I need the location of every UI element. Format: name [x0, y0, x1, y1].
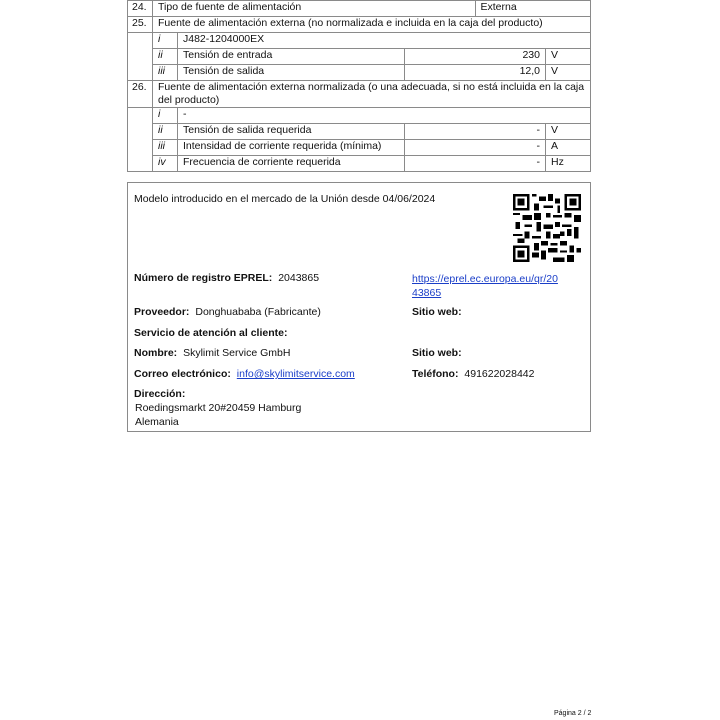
phone-label: Teléfono:: [412, 368, 459, 380]
supplier-website-label: Sitio web:: [412, 306, 462, 318]
market-info-box: [127, 182, 591, 432]
table-row: [128, 17, 591, 33]
roman-index: i: [153, 33, 178, 49]
row-label: Frecuencia de corriente requerida: [178, 156, 405, 172]
row-label: Intensidad de corriente requerida (mínima): [178, 140, 405, 156]
market-date-text: Modelo introducido en el mercado de la Unión desde 04/06/2024: [134, 193, 436, 205]
row-value: 12,0: [405, 65, 546, 81]
email-label: Correo electrónico:: [134, 368, 231, 380]
row-label: Tipo de fuente de alimentación: [153, 1, 476, 17]
eprel-link[interactable]: [412, 272, 558, 300]
row-unit: V: [546, 65, 591, 81]
roman-index: ii: [153, 124, 178, 140]
table-row: [128, 1, 591, 17]
row-value: 230: [405, 49, 546, 65]
address-line-2: Alemania: [135, 416, 179, 428]
eprel-label: Número de registro EPREL:: [134, 272, 273, 284]
roman-index: ii: [153, 49, 178, 65]
address-line-1: Roedingsmarkt 20#20459 Hamburg: [135, 402, 302, 414]
row-label: Fuente de alimentación externa (no normalizada e incluida en la caja del producto): [153, 17, 591, 33]
table-row: [128, 49, 591, 65]
eprel-number: 2043865: [278, 272, 320, 284]
row-value: -: [178, 108, 591, 124]
roman-index: i: [153, 108, 178, 124]
table-row: [128, 124, 591, 140]
row-value: -: [405, 156, 546, 172]
qr-code-icon: [513, 194, 581, 262]
roman-index: iii: [153, 140, 178, 156]
row-value: -: [405, 124, 546, 140]
row-unit: Hz: [546, 156, 591, 172]
row-value: -: [405, 140, 546, 156]
phone-number: 491622028442: [464, 368, 535, 380]
roman-index: iii: [153, 65, 178, 81]
row-unit: V: [546, 49, 591, 65]
page-number: Página 2 / 2: [554, 710, 592, 717]
table-row: [128, 33, 591, 49]
table-row: [128, 156, 591, 172]
table-row: [128, 108, 591, 124]
row-unit: V: [546, 124, 591, 140]
table-row: [128, 140, 591, 156]
eprel-url-line2[interactable]: 43865: [412, 287, 442, 299]
row-number: 26.: [128, 81, 153, 108]
row-unit: A: [546, 140, 591, 156]
model-code: J482-1204000EX: [178, 33, 591, 49]
row-label: Tensión de salida requerida: [178, 124, 405, 140]
email-link[interactable]: info@skylimitservice.com: [236, 368, 355, 380]
row-label: Tensión de salida: [178, 65, 405, 81]
supplier-label: Proveedor:: [134, 306, 190, 318]
address-label: Dirección:: [134, 388, 186, 400]
supplier-name: Donghuababa (Fabricante): [195, 306, 321, 318]
row-number: 24.: [128, 1, 153, 17]
row-label: Fuente de alimentación externa normalizada (o una adecuada, si no está incluida en la caja del producto): [153, 81, 591, 108]
eprel-url-line1[interactable]: https://eprel.ec.europa.eu/qr/20: [412, 273, 558, 285]
row-label: Tensión de entrada: [178, 49, 405, 65]
row-number: 25.: [128, 17, 153, 33]
table-row: [128, 65, 591, 81]
row-value: Externa: [475, 1, 591, 17]
service-website-label: Sitio web:: [412, 347, 462, 359]
spec-table: [127, 0, 591, 172]
name-label: Nombre:: [134, 347, 178, 359]
service-name: Skylimit Service GmbH: [183, 347, 291, 359]
customer-service-label: Servicio de atención al cliente:: [134, 327, 288, 339]
roman-index: iv: [153, 156, 178, 172]
table-row: [128, 81, 591, 108]
